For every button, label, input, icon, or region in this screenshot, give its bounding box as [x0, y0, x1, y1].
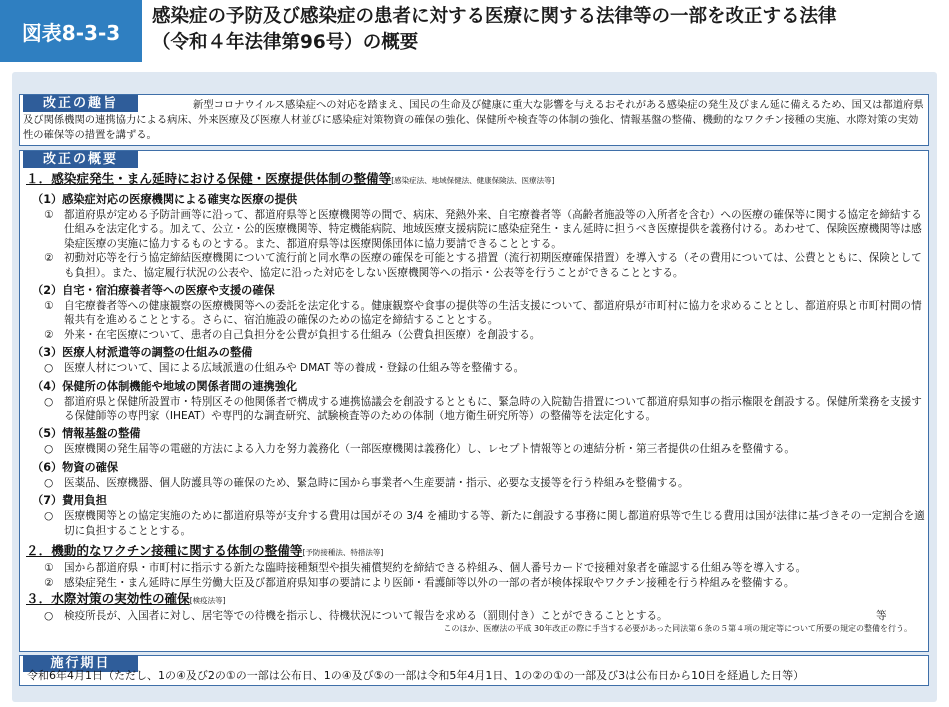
overview-body	[26, 170, 926, 634]
section-2-title: ２．機動的なワクチン接種に関する体制の整備等[予防接種法、特措法等]	[26, 543, 384, 559]
figure-label: 図表8-3-3	[0, 0, 142, 62]
purpose-text: 新型コロナウイルス感染症への対応を踏まえ、国民の生命及び健康に重大な影響を与えるおそれがある感染症の発生及びまん延に備えるため、国又は都道府県及び関係機関の連携協力による病床、外来医療及び医療人材並びに感染症対策物資の確保の強化、保健所や検査等の体制の強化、情報基盤の整備、機動的なワクチン接種の実施、水際対策の実効性の確保等の措置を講ずる。	[23, 99, 924, 141]
effective-date-text: 令和6年4月1日（ただし、1の④及び2の①の一部は公布日、1の④及び⑤の一部は令和5年4月1日、1の②の①の一部及び3は公布日から10日を経過した日等）	[27, 669, 805, 682]
list-item: ○ 検疫所長が、入国者に対し、居宅等での待機を指示し、待機状況について報告を求める（罰則付き）ことができることとする。 等	[44, 609, 887, 622]
list-item: ① 自宅療養者等への健康観察の医療機関等への委託を法定化する。健康観察や食事の提供等の生活支援について、都道府県が市町村に協力を求めることとし、都道府県と市町村間の情報共有を進めることとする。さらに、宿泊施設の確保のための協定を締結することとする。	[44, 300, 922, 327]
subsection-1-1-title: （1）感染症対応の医療機関による確実な医療の提供	[32, 193, 298, 206]
list-item: ○ 都道府県と保健所設置市・特別区その他関係者で構成する連携協議会を創設するとともに、緊急時の入院勧告措置について都道府県知事の指示権限を創設する。保健所業務を支援する保健師等の専門家（IHEAT）や専門的な調査研究、試験検査等のための体制（地方衛生研究所等）の整備等を法定化する。	[44, 395, 922, 423]
subsection-1-4-title: （4）保健所の体制機能や地域の関係者間の連携強化	[32, 379, 298, 393]
list-item: ○ 医薬品、医療機器、個人防護具等の確保のため、緊急時に国から事業者へ生産要請・指示、必要な支援等を行う枠組みを整備する。	[44, 476, 689, 489]
subsection-1-2-title: （2）自宅・宿泊療養者等への医療や支援の確保	[32, 284, 275, 298]
page-title	[152, 4, 942, 56]
title-line-1: 感染症の予防及び感染症の患者に対する医療に関する法律等の一部を改正する法律	[152, 6, 837, 27]
header	[0, 0, 949, 62]
subsection-1-6-title: （6）物資の確保	[32, 460, 119, 474]
subsection-1-7-title: （7）費用負担	[32, 494, 107, 508]
overview-tag: 改正の概要	[23, 151, 138, 168]
title-line-2: （令和４年法律第96号）の概要	[152, 32, 419, 53]
section-3-title: ３．水際対策の実効性の確保[検疫法等]	[26, 590, 226, 606]
list-item: ① 国から都道府県・市町村に指示する新たな臨時接種類型や損失補償契約を締結できる枠組み、個人番号カードで接種対象者を確認する仕組み等を導入する。	[44, 562, 807, 575]
list-item: ○ 医療人材について、国による広域派遣の仕組みや DMAT 等の養成・登録の仕組み等を整備する。	[44, 362, 525, 375]
purpose-tag: 改正の趣旨	[23, 95, 138, 112]
list-item: ① 都道府県が定める予防計画等に沿って、都道府県等と医療機関等の間で、病床、発熱外来、自宅療養者等（高齢者施設等の入所者を含む）への医療の確保等に関する協定を締結する仕組みを法定化する。加えて、公立・公的医療機関等、特定機能病院、地域医療支援病院に感染症発生・まん延時に担うべき医療提供を義務付ける。あわせて、保険医療機関等は感染症医療の実施に協力するものとする。また、都道府県等は医療関係団体に協力要請できることとする。	[44, 209, 922, 250]
list-item: ② 初動対応等を行う協定締結医療機関について流行前と同水準の医療の確保を可能とする措置（流行初期医療確保措置）を導入する（その費用については、公費とともに、保険としても負担）。また、協定履行状況の公表や、協定に沿った対応をしない医療機関等への指示・公表等を行うことができることとする。	[44, 252, 922, 279]
subsection-1-5-title: （5）情報基盤の整備	[32, 427, 141, 441]
list-item: ② 外来・在宅医療について、患者の自己負担分を公費が負担する仕組み（公費負担医療）を創設する。	[44, 328, 541, 341]
section-1-title: １．感染症発生・まん延時における保健・医療提供体制の整備等[感染症法、地域保健法、健康保険法、医療法等]	[26, 171, 555, 186]
footnote: このほか、医療法の平成 30年改正の際に手当する必要があった同法第６条の５第４項の規定等について所要の規定の整備を行う。	[443, 624, 912, 634]
list-item: ○ 医療機関の発生届等の電磁的方法による入力を努力義務化（一部医療機関は義務化）し、レセプト情報等との連結分析・第三者提供の仕組みを整備する。	[44, 443, 795, 456]
list-item: ② 感染症発生・まん延時に厚生労働大臣及び都道府県知事の要請により医師・看護師等以外の一部の者が検体採取やワクチン接種を行う枠組みを整備する。	[44, 576, 795, 589]
subsection-1-3-title: （3）医療人材派遣等の調整の仕組みの整備	[32, 346, 253, 360]
list-item: ○ 医療機関等との協定実施のために都道府県等が支弁する費用は国がその 3/4 を補助する等、新たに創設する事務に関し都道府県等で生じる費用は国が法律に基づきその一定割合を適切に負担することとする。	[44, 510, 925, 537]
effective-date-tag: 施行期日	[23, 655, 138, 672]
